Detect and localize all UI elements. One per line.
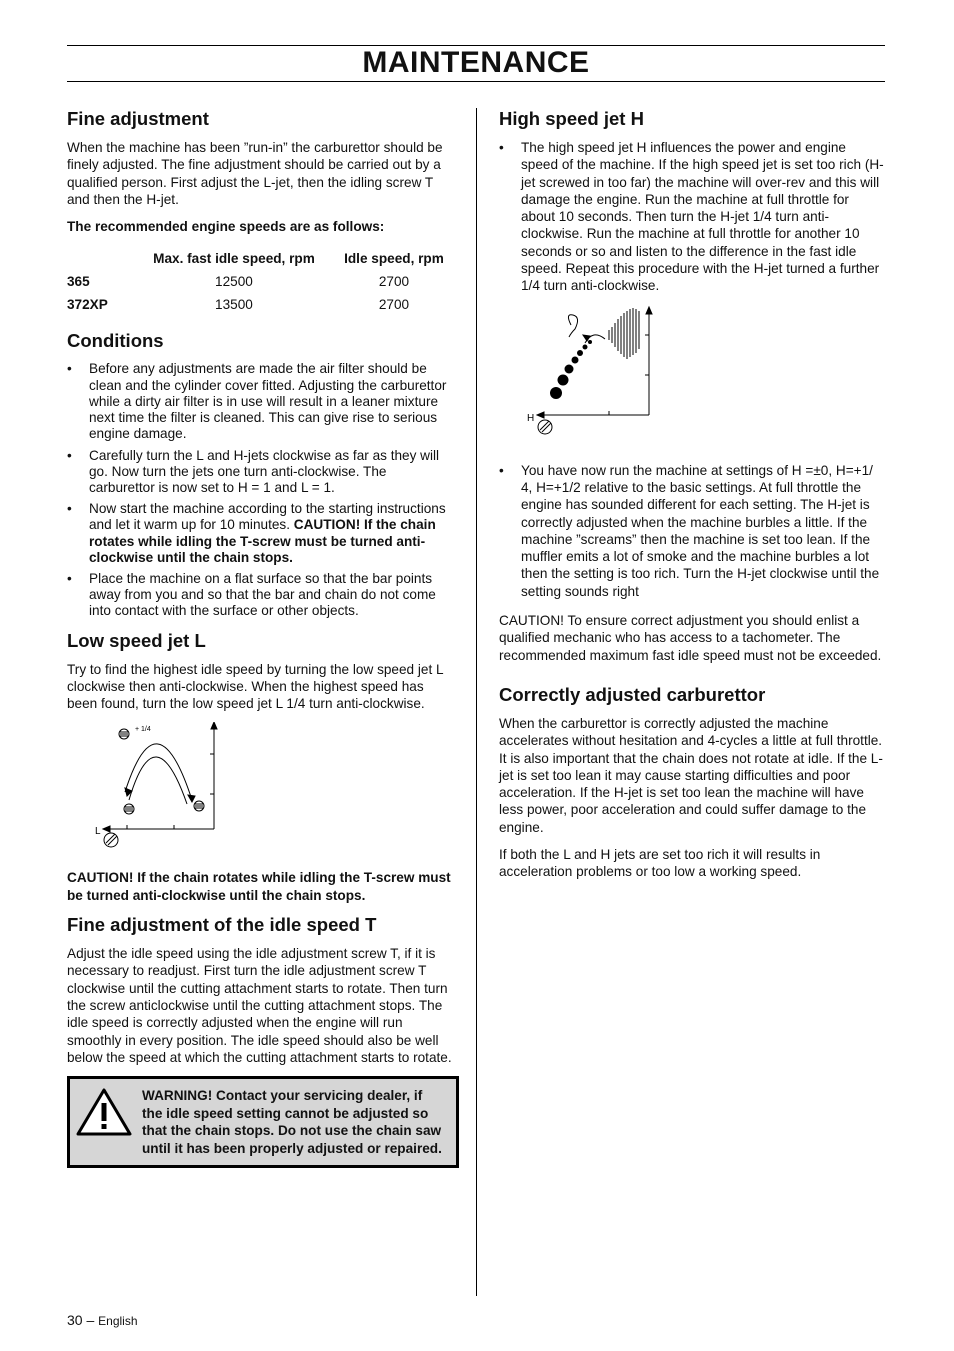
conditions-section <box>67 330 455 619</box>
correct-carburettor-heading: Correctly adjusted carburettor <box>499 683 766 705</box>
list-item: • Now start the machine according to the starting instructions and let it warm up for 10 minutes. CAUTION! If the chain rotates while idling the T-screw must be turned anti-clockwise until the chain stops. <box>67 501 446 565</box>
page-title: MAINTENANCE <box>362 46 590 79</box>
model-cell: 365 <box>67 274 90 290</box>
idle-speed-body: Adjust the idle speed using the idle adjustment screw T, if it is necessary to readjust. First turn the idle adjustment screw T clockwise until the cutting attachment starts to rotate. Then turn the screw anticlockwise until the cutting attachment stops. The idle speed is correctly adjusted when the engine will run smoothly in every position. The idle speed should also be well below the speed at which the cutting attachment starts to rotate. <box>67 946 452 1065</box>
max-speed-cell: 12500 <box>215 274 253 290</box>
high-speed-list-2 <box>499 462 885 600</box>
footer-language: English <box>98 1314 138 1328</box>
idle-speed-cell: 2700 <box>378 297 410 313</box>
list-item: • The high speed jet H influences the power and engine speed of the machine. If the high speed jet is set too rich (H-jet screwed in too far) the machine will over-rev and this will damage the engine. Run the machine at full throttle for about 10 seconds. Then turn the H-jet 1/4 turn anti-clockwise. Run the machine at full throttle for another 10 seconds or so and listen to the difference in the fast idle speed. Repeat this procedure with the H-jet turned a further 1/4 turn anti-clockwise. <box>499 140 884 294</box>
warning-box <box>67 1076 459 1168</box>
high-speed-list <box>499 139 885 295</box>
warning-text: WARNING! Contact your servicing dealer, if the idle speed setting cannot be adjusted so that the chain stops. Do not use the chain saw until it has been properly adjusted or repaired. <box>142 1088 442 1156</box>
low-speed-diagram <box>67 722 227 857</box>
conditions-list <box>67 361 455 619</box>
page-number: 30 – <box>67 1312 95 1328</box>
quarter-turn-label: + 1/4 <box>135 726 151 734</box>
list-item: • You have now run the machine at settings of H =±0, H=+1/ 4, H=+1/2 relative to the basic settings. At full throttle the engine has sounded different for each setting. The H-jet is correctly adjusted when the machine burbles a little. If the machine ”screams” then the machine is set too lean. If the muffler emits a lot of smoke and the machine burbles a lot then the setting is too rich. Turn the H-jet clockwise until the setting sounds right <box>499 462 880 599</box>
bullet: • <box>67 361 72 377</box>
column-divider <box>476 108 477 1296</box>
correct-carburettor-body-2: If both the L and H jets are set too rich it will results in acceleration problems or too low a working speed. <box>499 847 821 880</box>
correct-carburettor-section <box>499 684 885 881</box>
engine-speed-table <box>67 247 455 316</box>
page-footer <box>67 1312 138 1328</box>
table-header-row <box>67 247 455 270</box>
table-row <box>67 293 455 316</box>
idle-speed-section <box>67 914 455 1066</box>
list-item: • Before any adjustments are made the air filter should be clean and the cylinder cover fitted. Adjusting the carburettor while a dirty air filter is in use will result in a leaner mixture next time the filter is cleaned. This can give rise to serious engine damage. <box>67 361 447 442</box>
high-speed-heading: High speed jet H <box>499 108 644 129</box>
h-axis-label: H <box>527 412 535 424</box>
table-row <box>67 270 455 293</box>
list-item: • Place the machine on a flat surface so that the bar points away from you and so that the bar and chain do not come into contact with the surface or other objects. <box>67 570 436 619</box>
tachometer-caution: CAUTION! To ensure correct adjustment you should enlist a qualified mechanic who has access to a tachometer. The recommended maximum fast idle speed must not be exceeded. <box>499 613 882 663</box>
bullet: • <box>67 447 72 463</box>
col-header-idle-speed: Idle speed, rpm <box>344 251 444 267</box>
model-cell: 372XP <box>67 297 108 313</box>
col-header-max-speed: Max. fast idle speed, rpm <box>153 251 315 267</box>
title-underline <box>67 81 885 82</box>
chain-caution: CAUTION! If the chain rotates while idling the T-screw must be turned anti-clockwise until the chain stops. <box>67 870 451 903</box>
bullet: • <box>67 501 72 517</box>
bullet: • <box>499 140 504 155</box>
recommended-speeds-label: The recommended engine speeds are as follows: <box>67 219 385 235</box>
conditions-heading: Conditions <box>67 330 164 352</box>
fine-adjustment-body: When the machine has been ”run-in” the carburettor should be finely adjusted. The fine adjustment should be carried out by a qualified person. First adjust the L-jet, then the idling screw T and then the H-jet. <box>67 140 443 207</box>
inline-caution: CAUTION! If the chain rotates while idling the T-screw must be turned anti-clockwise until the chain stops. <box>89 517 436 565</box>
low-speed-body: Try to find the highest idle speed by turning the low speed jet L clockwise then anti-clockwise. When the highest speed has been found, turn the low speed jet L 1/4 turn anti-clockwise. <box>67 661 444 712</box>
warning-triangle-icon <box>76 1087 132 1137</box>
bullet: • <box>67 570 72 586</box>
low-speed-section <box>67 630 455 858</box>
fine-adjustment-heading: Fine adjustment <box>67 108 209 129</box>
high-speed-section <box>499 108 885 664</box>
fine-adjustment-section <box>67 108 455 316</box>
left-column <box>67 108 455 1168</box>
low-speed-heading: Low speed jet L <box>67 629 206 651</box>
right-column <box>499 108 885 891</box>
idle-speed-cell: 2700 <box>378 274 410 290</box>
correct-carburettor-body-1: When the carburettor is correctly adjusted the machine accelerates without hesitation and 4-cycles a little at full throttle. It is also important that the chain does not rotate at idle. If the L-jet is set too lean it may cause starting difficulties and poor acceleration. If the H-jet is set too lean the machine will have less power, poor acceleration and could suffer damage to the engine. <box>499 715 883 835</box>
max-speed-cell: 13500 <box>215 297 253 313</box>
idle-speed-heading: Fine adjustment of the idle speed T <box>67 914 377 936</box>
list-item: • Carefully turn the L and H-jets clockwise as far as they will go. Now turn the jets one turn anti-clockwise. The carburettor is now set to H = 1 and L = 1. <box>67 447 440 495</box>
bullet: • <box>499 462 504 478</box>
l-axis-label: L <box>95 826 101 838</box>
high-speed-diagram <box>499 305 669 450</box>
